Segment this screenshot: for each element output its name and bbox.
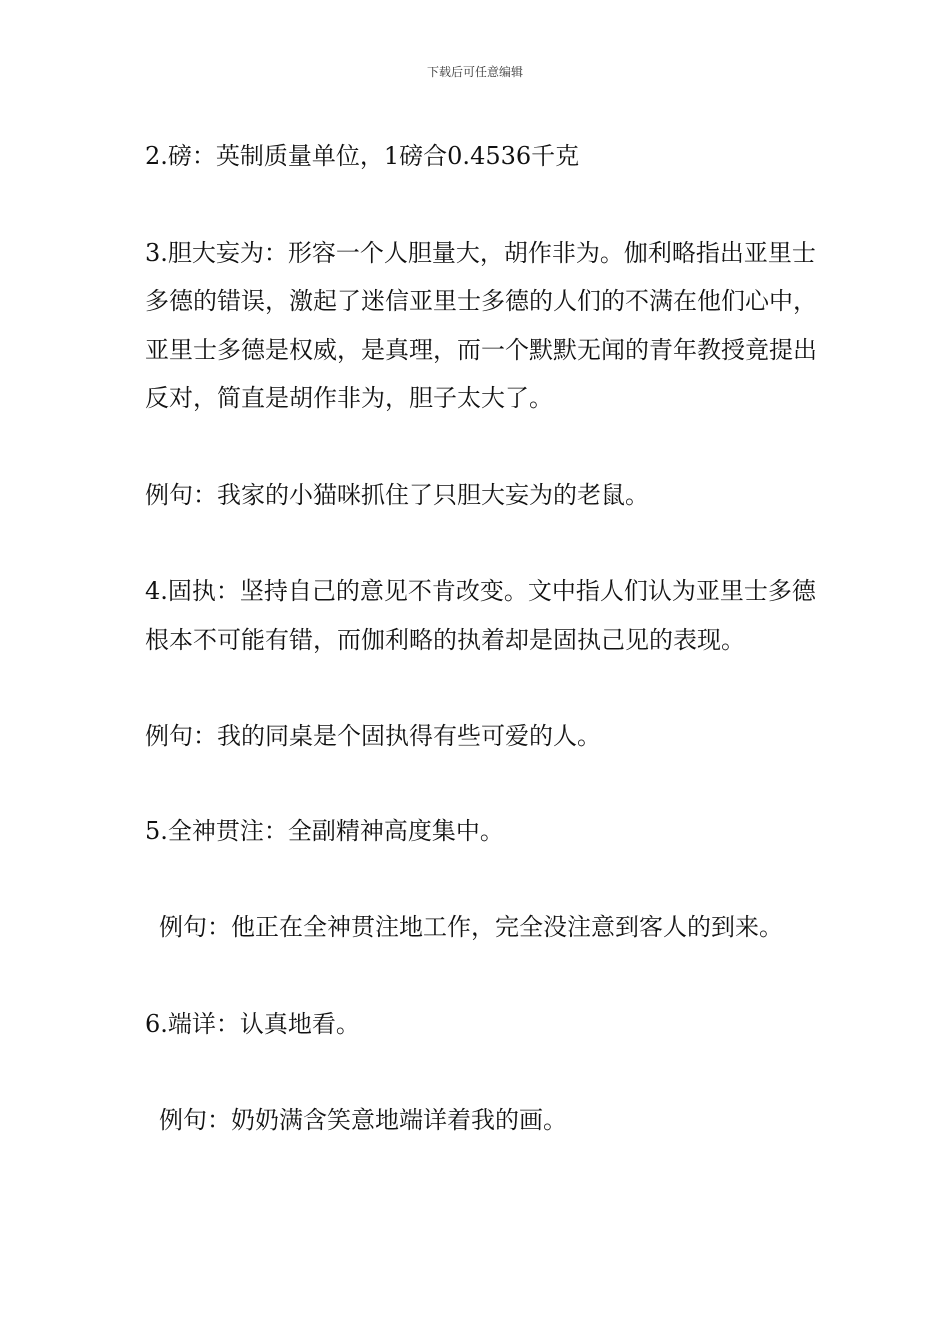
entry-5-definition: 5.全神贯注：全副精神高度集中。 [145,816,504,845]
entry-6-definition: 6.端详：认真地看。 [145,1009,360,1038]
entry-4-example: 例句：我的同桌是个固执得有些可爱的人。 [145,722,601,750]
page-header: 下载后可任意编辑 [426,65,523,79]
entry-5-example: 例句：他正在全神贯注地工作，完全没注意到客人的到来。 [159,913,783,941]
entry-3-definition: 3.胆大妄为：形容一个人胆量大，胡作非为。伽利略指出亚里士多德的错误，激起了迷信亚里士多德的人们的不满在他们心中，亚里士多德是权威，是真理，而一个默默无闻的青年教授竟提出反对，简直是胡作非为，胆子太大了。 [145,238,817,412]
entry-2-definition: 2.磅：英制质量单位，1磅合0.4536千克 [145,142,580,170]
entry-6-example: 例句：奶奶满含笑意地端详着我的画。 [159,1106,567,1134]
entry-4-definition: 4.固执：坚持自己的意见不肯改变。文中指人们认为亚里士多德根本不可能有错，而伽利略的执着却是固执己见的表现。 [145,577,816,654]
document-body [145,132,825,1145]
entry-3-example: 例句：我家的小猫咪抓住了只胆大妄为的老鼠。 [145,480,649,509]
